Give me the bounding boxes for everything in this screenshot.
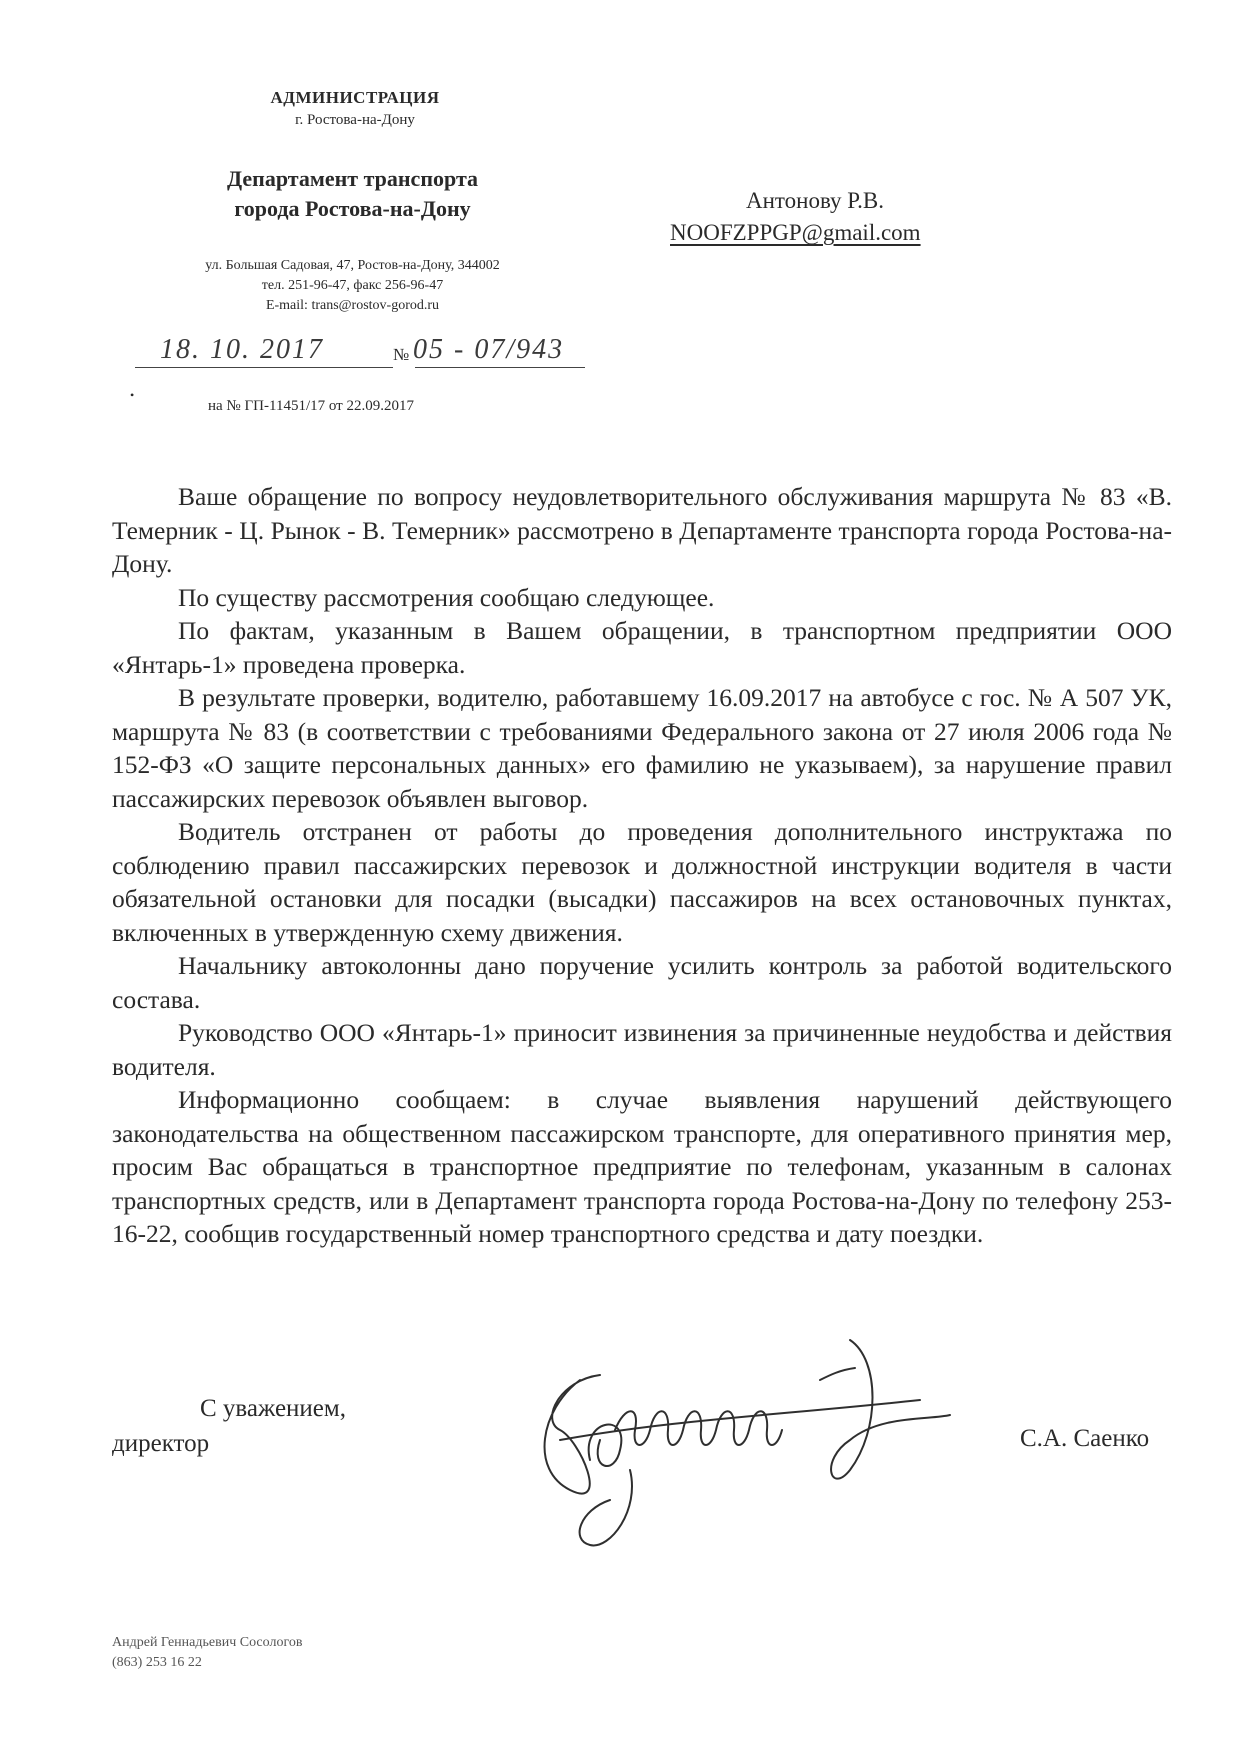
- letterhead-city: г. Ростова-на-Дону: [295, 112, 415, 128]
- scan-mark: •: [130, 388, 135, 402]
- executor-phone: (863) 253 16 22: [112, 1655, 202, 1670]
- body-paragraph: По фактам, указанным в Вашем обращении, в транспортном предприятии ООО «Янтарь-1» проведена проверка.: [112, 616, 1172, 679]
- signer-name: С.А. Саенко: [1020, 1425, 1150, 1452]
- signer-title: директор: [112, 1430, 210, 1457]
- letterhead-phones: тел. 251-96-47, факс 256-96-47: [261, 278, 444, 293]
- addressee-email: NOOFZPPGP@gmail.com: [670, 220, 921, 245]
- outgoing-number-label: №: [393, 345, 410, 364]
- body-paragraph: Руководство ООО «Янтарь-1» приносит извинения за причиненные неудобства и действия водителя.: [112, 1018, 1172, 1081]
- body-paragraph: Ваше обращение по вопросу неудовлетворительного обслуживания маршрута № 83 «В. Темерник - Ц. Рынок - В. Темерник» рассмотрено в Департаменте транспорта города Ростова-на-Дону.: [112, 482, 1172, 578]
- body-paragraph: Начальнику автоколонны дано поручение усилить контроль за работой водительского состава.: [112, 951, 1172, 1014]
- body-paragraph: По существу рассмотрения сообщаю следующее.: [178, 582, 715, 612]
- handwritten-signature: [520, 1320, 970, 1560]
- letterhead-department-line2: города Ростова-на-Дону: [234, 196, 471, 221]
- letter-body: [112, 480, 1172, 1251]
- outgoing-number: 05 - 07/943: [413, 334, 565, 365]
- letterhead-department-line1: Департамент транспорта: [226, 166, 479, 191]
- addressee-name: Антонову Р.В.: [745, 188, 885, 213]
- closing-regards: С уважением,: [200, 1395, 346, 1422]
- outgoing-number-underline: [415, 367, 585, 368]
- letterhead-email: E-mail: trans@rostov-gorod.ru: [265, 298, 440, 313]
- letterhead-address: ул. Большая Садовая, 47, Ростов-на-Дону, 344002: [205, 258, 500, 273]
- letterhead-admin: АДМИНИСТРАЦИЯ: [270, 88, 440, 107]
- outgoing-date: 18. 10. 2017: [160, 334, 324, 365]
- body-paragraph: В результате проверки, водителю, работавшему 16.09.2017 на автобусе с гос. № А 507 УК, маршрута № 83 (в соответствии с требованиями Федерального закона от 27 июля 2006 года № 152-ФЗ «О защите персональных данных» его фамилию не указываем), за нарушение правил пассажирских перевозок объявлен выговор.: [112, 683, 1172, 813]
- body-paragraph: Информационно сообщаем: в случае выявления нарушений действующего законодательства на общественном пассажирском транспорте, для оперативного принятия мер, просим Вас обращаться в транспортное предприятие по телефонам, указанным в салонах транспортных средств, или в Департамент транспорта города Ростова-на-Дону по телефону 253-16-22, сообщив государственный номер транспортного средства и дату поездки.: [112, 1085, 1172, 1248]
- body-paragraph: Водитель отстранен от работы до проведения дополнительного инструктажа по соблюдению правил пассажирских перевозок и должностной инструкции водителя в части обязательной остановки для посадки (высадки) пассажиров на всех остановочных пунктах, включенных в утвержденную схему движения.: [112, 817, 1172, 947]
- executor-name: Андрей Геннадьевич Сосологов: [112, 1635, 303, 1650]
- in-reply-to: на № ГП-11451/17 от 22.09.2017: [208, 398, 414, 414]
- outgoing-date-underline: [135, 367, 393, 368]
